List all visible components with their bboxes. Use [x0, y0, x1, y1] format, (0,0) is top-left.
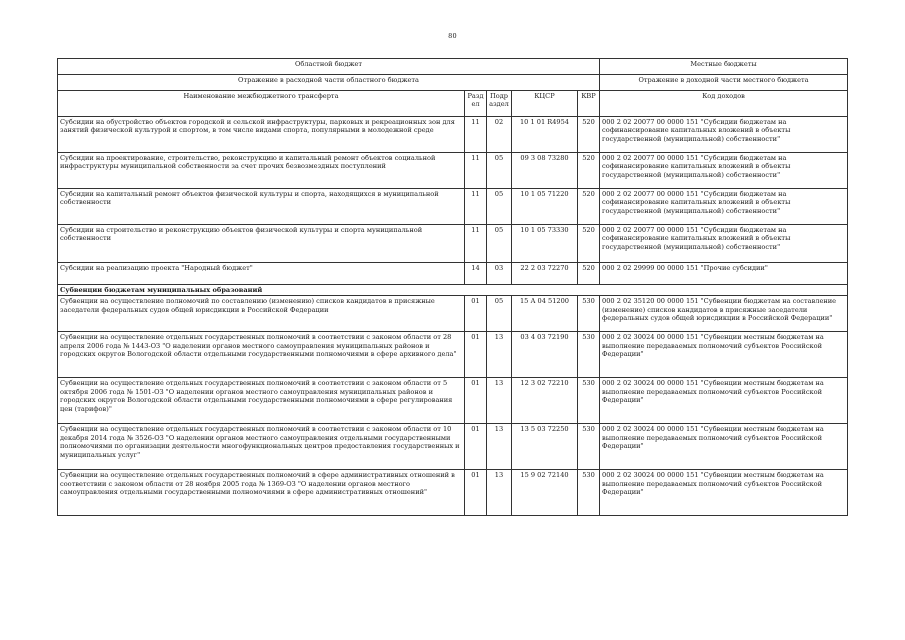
section-cell: 14 [465, 263, 487, 285]
section-heading-row [58, 285, 848, 296]
subsection-cell: 13 [487, 332, 512, 378]
kvr-cell: 520 [578, 117, 600, 153]
table-row [58, 153, 848, 189]
transfer-name-cell: Субсидии на реализацию проекта "Народный бюджет" [58, 263, 465, 285]
local-budgets-header: Местные бюджеты [600, 59, 848, 75]
section-cell: 11 [465, 225, 487, 263]
transfer-name-cell: Субсидии на обустройство объектов городской и сельской инфраструктуры, парковых и рекреационных зон для занятий физической культурой и спортом, в том числе видами спорта, популярными в молодежной среде [58, 117, 465, 153]
section-cell: 11 [465, 117, 487, 153]
section-heading: Субвенции бюджетам муниципальных образований [58, 285, 848, 296]
transfer-name-cell: Субвенции на осуществление отдельных государственных полномочий в сфере административных отношений в соответствии с законом области от 28 ноября 2005 года № 1369-ОЗ "О наделении органов местного самоуправления отдельными государственными полномочиями в сфере административных отношений" [58, 470, 465, 516]
table-row [58, 263, 848, 285]
income-code-cell: 000 2 02 30024 00 0000 151 "Субвенции местным бюджетам на выполнение передаваемых полномочий субъектов Российской Федерации" [600, 332, 848, 378]
transfer-name-cell: Субсидии на проектирование, строительство, реконструкцию и капитальный ремонт объектов социальной инфраструктуры муниципальной собственности за счет прочих безвозмездных поступлений [58, 153, 465, 189]
kcsr-cell: 22 2 03 72270 [512, 263, 578, 285]
section-cell: 01 [465, 424, 487, 470]
kcsr-header: КЦСР [512, 91, 578, 117]
kcsr-cell: 13 5 03 72250 [512, 424, 578, 470]
income-code-cell: 000 2 02 20077 00 0000 151 "Субсидии бюджетам на софинансирование капитальных вложений в объекты государственной (муниципальной) собственности" [600, 189, 848, 225]
transfer-name-cell: Субвенции на осуществление полномочий по составлению (изменению) списков кандидатов в присяжные заседатели федеральных судов общей юрисдикции в Российской Федерации [58, 296, 465, 332]
income-code-cell: 000 2 02 35120 00 0000 151 "Субвенции бюджетам на составление (изменение) списков кандидатов в присяжные заседатели федеральных судов общей юрисдикции в Российской Федерации" [600, 296, 848, 332]
subsection-cell: 05 [487, 189, 512, 225]
transfer-name-cell: Субвенции на осуществление отдельных государственных полномочий в соответствии с законом области от 5 октября 2006 года № 1501-ОЗ "О наделении органов местного самоуправления муниципальных районов и городских округов Вологодской области отдельными государственными полномочиями в сфере регулирования цен (тарифов)" [58, 378, 465, 424]
income-code-cell: 000 2 02 30024 00 0000 151 "Субвенции местным бюджетам на выполнение передаваемых полномочий субъектов Российской Федерации" [600, 470, 848, 516]
kvr-header: КВР [578, 91, 600, 117]
transfer-name-cell: Субвенции на осуществление отдельных государственных полномочий в соответствии с законом области от 10 декабря 2014 года № 3526-ОЗ "О наделении органов местного самоуправления отдельными государственными полномочиями по организации деятельности многофункциональных центров предоставления государственных и муниципальных услуг" [58, 424, 465, 470]
kvr-cell: 530 [578, 296, 600, 332]
income-code-cell: 000 2 02 20077 00 0000 151 "Субсидии бюджетам на софинансирование капитальных вложений в объекты государственной (муниципальной) собственности" [600, 225, 848, 263]
kcsr-cell: 10 1 05 73330 [512, 225, 578, 263]
subsection-cell: 05 [487, 153, 512, 189]
section-cell: 11 [465, 153, 487, 189]
kvr-cell: 520 [578, 263, 600, 285]
subsection-header: Подр аздел [487, 91, 512, 117]
kvr-cell: 530 [578, 378, 600, 424]
section-cell: 11 [465, 189, 487, 225]
subsection-cell: 13 [487, 424, 512, 470]
kcsr-cell: 09 3 08 73280 [512, 153, 578, 189]
transfers-table [57, 58, 848, 516]
table-row [58, 470, 848, 516]
income-code-cell: 000 2 02 20077 00 0000 151 "Субсидии бюджетам на софинансирование капитальных вложений в объекты государственной (муниципальной) собственности" [600, 153, 848, 189]
transfer-name-cell: Субсидии на строительство и реконструкцию объектов физической культуры и спорта муниципальной собственности [58, 225, 465, 263]
subsection-cell: 13 [487, 378, 512, 424]
income-code-header: Код доходов [600, 91, 848, 117]
kvr-cell: 530 [578, 424, 600, 470]
kcsr-cell: 12 3 02 72210 [512, 378, 578, 424]
table-row [58, 424, 848, 470]
kvr-cell: 520 [578, 153, 600, 189]
kvr-cell: 520 [578, 225, 600, 263]
section-cell: 01 [465, 296, 487, 332]
table-row [58, 332, 848, 378]
income-code-cell: 000 2 02 30024 00 0000 151 "Субвенции местным бюджетам на выполнение передаваемых полномочий субъектов Российской Федерации" [600, 424, 848, 470]
subsection-cell: 05 [487, 296, 512, 332]
subsection-cell: 13 [487, 470, 512, 516]
section-header: Разд ел [465, 91, 487, 117]
page-number: 80 [448, 32, 457, 40]
table-row [58, 225, 848, 263]
kvr-cell: 530 [578, 470, 600, 516]
section-cell: 01 [465, 470, 487, 516]
income-reflection-header: Отражение в доходной части местного бюджета [600, 75, 848, 91]
transfer-name-header: Наименование межбюджетного трансферта [58, 91, 465, 117]
kcsr-cell: 15 А 04 51200 [512, 296, 578, 332]
table-row [58, 189, 848, 225]
kvr-cell: 530 [578, 332, 600, 378]
kcsr-cell: 03 4 03 72190 [512, 332, 578, 378]
kcsr-cell: 15 9 02 72140 [512, 470, 578, 516]
kcsr-cell: 10 1 01 R4954 [512, 117, 578, 153]
income-code-cell: 000 2 02 20077 00 0000 151 "Субсидии бюджетам на софинансирование капитальных вложений в объекты государственной (муниципальной) собственности" [600, 117, 848, 153]
expenditure-reflection-header: Отражение в расходной части областного бюджета [58, 75, 600, 91]
regional-budget-header: Областной бюджет [58, 59, 600, 75]
subsection-cell: 02 [487, 117, 512, 153]
kcsr-cell: 10 1 05 71220 [512, 189, 578, 225]
transfer-name-cell: Субвенции на осуществление отдельных государственных полномочий в соответствии с законом области от 28 апреля 2006 года № 1443-ОЗ "О наделении органов местного самоуправления муниципальных районов и городских округов Вологодской области отдельными государственными полномочиями в сфере архивного дела" [58, 332, 465, 378]
income-code-cell: 000 2 02 30024 00 0000 151 "Субвенции местным бюджетам на выполнение передаваемых полномочий субъектов Российской Федерации" [600, 378, 848, 424]
table-row [58, 296, 848, 332]
subsection-cell: 03 [487, 263, 512, 285]
section-cell: 01 [465, 332, 487, 378]
income-code-cell: 000 2 02 29999 00 0000 151 "Прочие субсидии" [600, 263, 848, 285]
table-row [58, 378, 848, 424]
kvr-cell: 520 [578, 189, 600, 225]
section-cell: 01 [465, 378, 487, 424]
transfer-name-cell: Субсидии на капитальный ремонт объектов физической культуры и спорта, находящихся в муниципальной собственности [58, 189, 465, 225]
subsection-cell: 05 [487, 225, 512, 263]
table-row [58, 117, 848, 153]
